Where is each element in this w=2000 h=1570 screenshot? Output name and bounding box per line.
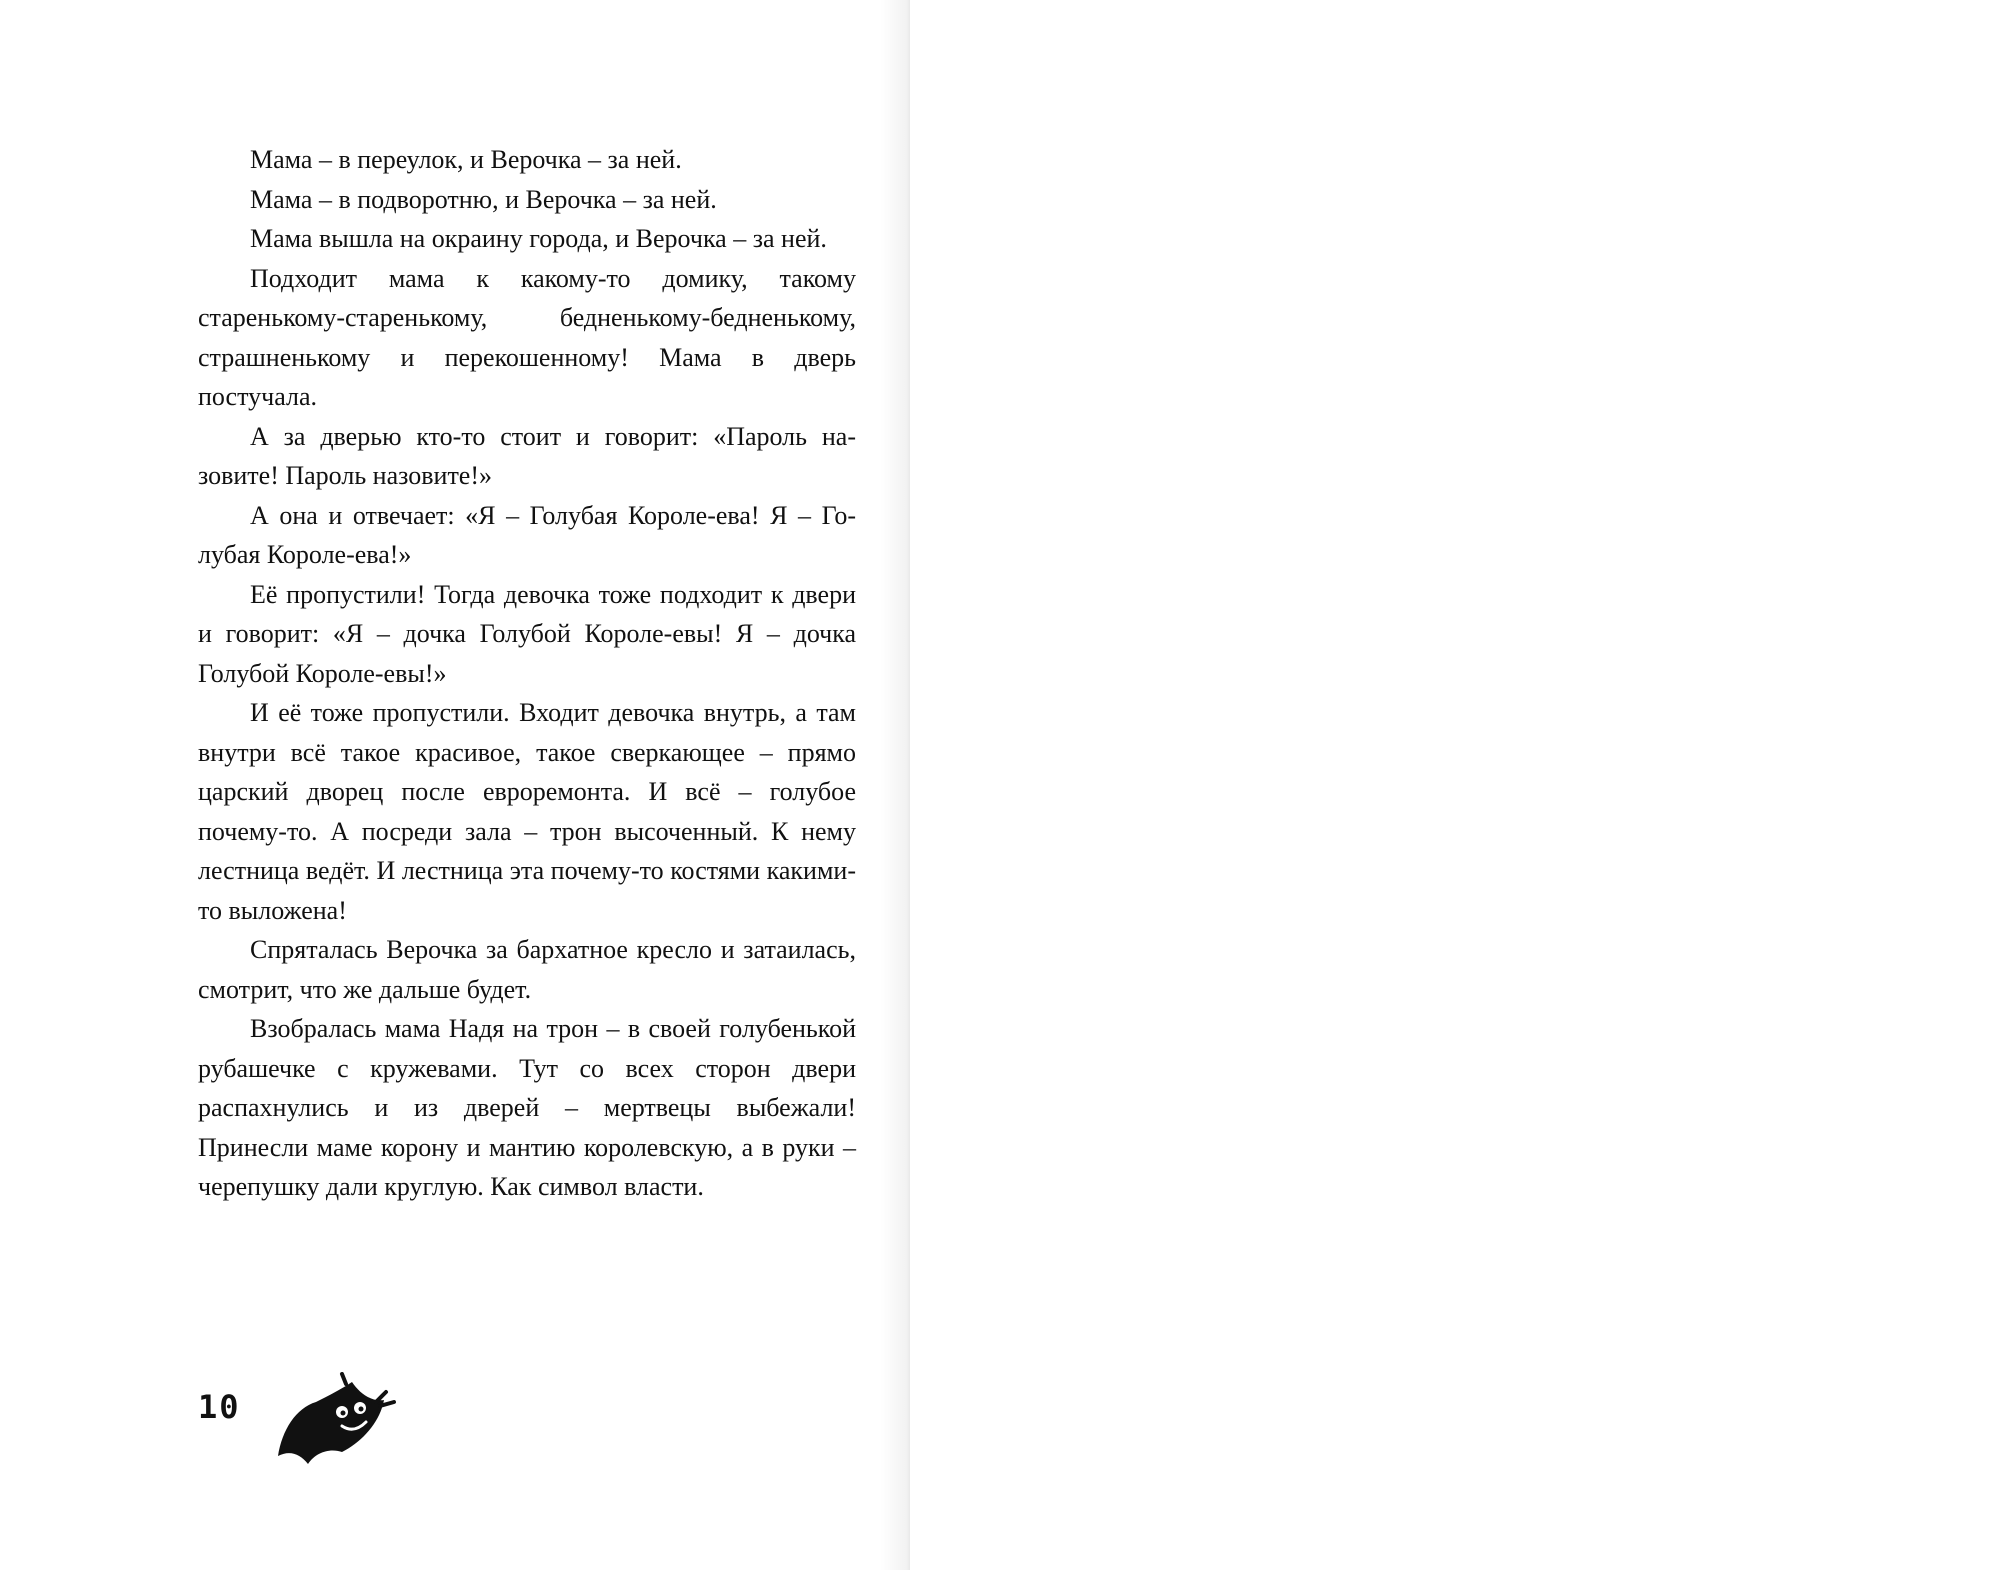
paragraph: Взобралась мама Надя на трон – в своей голубенькой рубашечке с кружевами. Тут со всех сторон двери распахнулись и из дверей – мертвецы выбежали! Принесли маме корону и мантию королевскую, а в руки – черепушку дали круглую. Как символ власти. <box>198 1014 856 1201</box>
paragraph: И её тоже пропустили. Входит девочка внутрь, а там внутри всё такое красивое, такое сверкающее – прямо царский дворец после евроремонта. И всё – голубое почему-то. А посреди зала – трон высоченный. К нему лестница ведёт. И лестница эта почему-то костями какими-то выложена! <box>198 698 856 925</box>
left-page <box>0 0 910 1570</box>
ghost-icon <box>276 1372 396 1476</box>
paragraph: Спряталась Верочка за бархатное кресло и затаилась, смотрит, что же дальше будет. <box>198 935 856 1004</box>
paragraph: Подходит мама к какому-то домику, такому старенькому-старенькому, бедненькому-бедненькому, страшненькому и перекошенному! Мама в дверь постучала. <box>198 263 856 411</box>
paragraph: Мама вышла на окраину города, и Верочка – за ней. <box>250 224 827 253</box>
page-number: 10 <box>198 1388 241 1426</box>
story-text <box>198 140 856 1207</box>
paragraph: Мама – в переулок, и Верочка – за ней. <box>250 145 682 174</box>
paragraph: А за дверью кто-то стоит и говорит: «Пароль назовите! Пароль назовите!» <box>198 421 856 490</box>
right-page <box>910 0 2000 1570</box>
paragraph: А она и отвечает: «Я – Голубая Короле-ева! Я – Голубая Короле-ева!» <box>198 500 856 569</box>
paragraph: Мама – в подворотню, и Верочка – за ней. <box>250 184 717 214</box>
paragraph: Её пропустили! Тогда девочка тоже подходит к двери и говорит: «Я – дочка Голубой Короле-евы! Я – дочка Голубой Короле-евы!» <box>198 579 856 688</box>
